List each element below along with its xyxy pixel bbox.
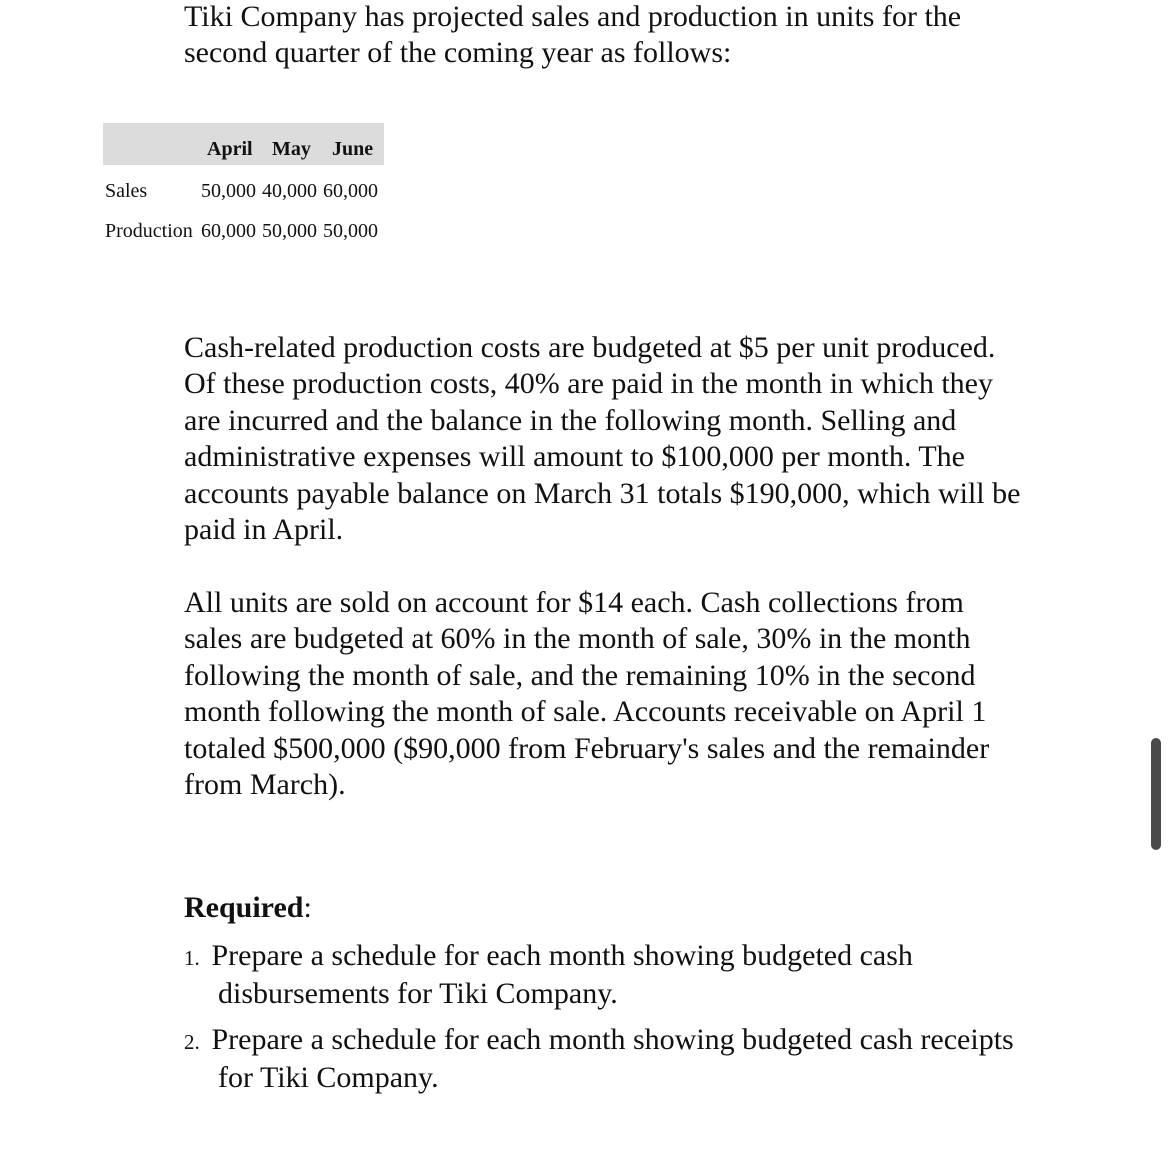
production-april: 60,000 <box>201 220 256 242</box>
required-item-number: 2. <box>184 1030 200 1054</box>
required-item-1 <box>184 938 1084 1013</box>
column-header-april: April <box>207 138 253 160</box>
required-heading <box>184 890 312 926</box>
production-june: 50,000 <box>323 220 378 242</box>
required-item-number: 1. <box>184 946 200 970</box>
required-item-text-line2: disbursements for Tiki Company. <box>218 977 618 1011</box>
costs-line: administrative expenses will amount to $100,000 per month. The <box>184 440 965 474</box>
collections-line: All units are sold on account for $14 each. Cash collections from <box>184 586 964 619</box>
required-item-2 <box>184 1022 1084 1097</box>
costs-paragraph <box>184 330 1084 548</box>
collections-line: from March). <box>184 768 346 802</box>
costs-line: Of these production costs, 40% are paid in the month in which they <box>184 367 993 401</box>
costs-line: are incurred and the balance in the following month. Selling and <box>184 403 957 437</box>
required-colon: : <box>303 891 312 924</box>
intro-line-2: second quarter of the coming year as follows: <box>184 36 732 70</box>
costs-line: Cash-related production costs are budgeted at $5 per unit produced. <box>184 331 996 364</box>
intro-paragraph <box>184 0 1084 72</box>
column-header-may: May <box>272 138 311 160</box>
sales-may: 40,000 <box>262 180 317 202</box>
collections-line: sales are budgeted at 60% in the month of sale, 30% in the month <box>184 622 971 656</box>
required-item-text-line1: Prepare a schedule for each month showing budgeted cash <box>211 939 913 972</box>
scrollbar-thumb[interactable] <box>1151 738 1161 850</box>
collections-line: following the month of sale, and the remaining 10% in the second <box>184 658 976 692</box>
column-header-june: June <box>332 138 374 160</box>
costs-line: accounts payable balance on March 31 totals $190,000, which will be <box>184 476 1021 510</box>
collections-line: totaled $500,000 ($90,000 from February's sales and the remainder <box>184 731 990 765</box>
required-label: Required <box>184 891 304 924</box>
intro-line-1: Tiki Company has projected sales and production in units for the <box>184 0 962 33</box>
sales-april: 50,000 <box>201 180 256 202</box>
collections-paragraph <box>184 585 1084 803</box>
required-item-text-line2: for Tiki Company. <box>218 1061 439 1095</box>
sales-june: 60,000 <box>323 180 378 202</box>
row-label-sales: Sales <box>105 180 148 202</box>
production-may: 50,000 <box>262 220 317 242</box>
collections-line: month following the month of sale. Accounts receivable on April 1 <box>184 695 987 729</box>
costs-line: paid in April. <box>184 513 344 547</box>
row-label-production: Production <box>105 220 193 242</box>
required-item-text-line1: Prepare a schedule for each month showing budgeted cash receipts <box>211 1023 1014 1056</box>
